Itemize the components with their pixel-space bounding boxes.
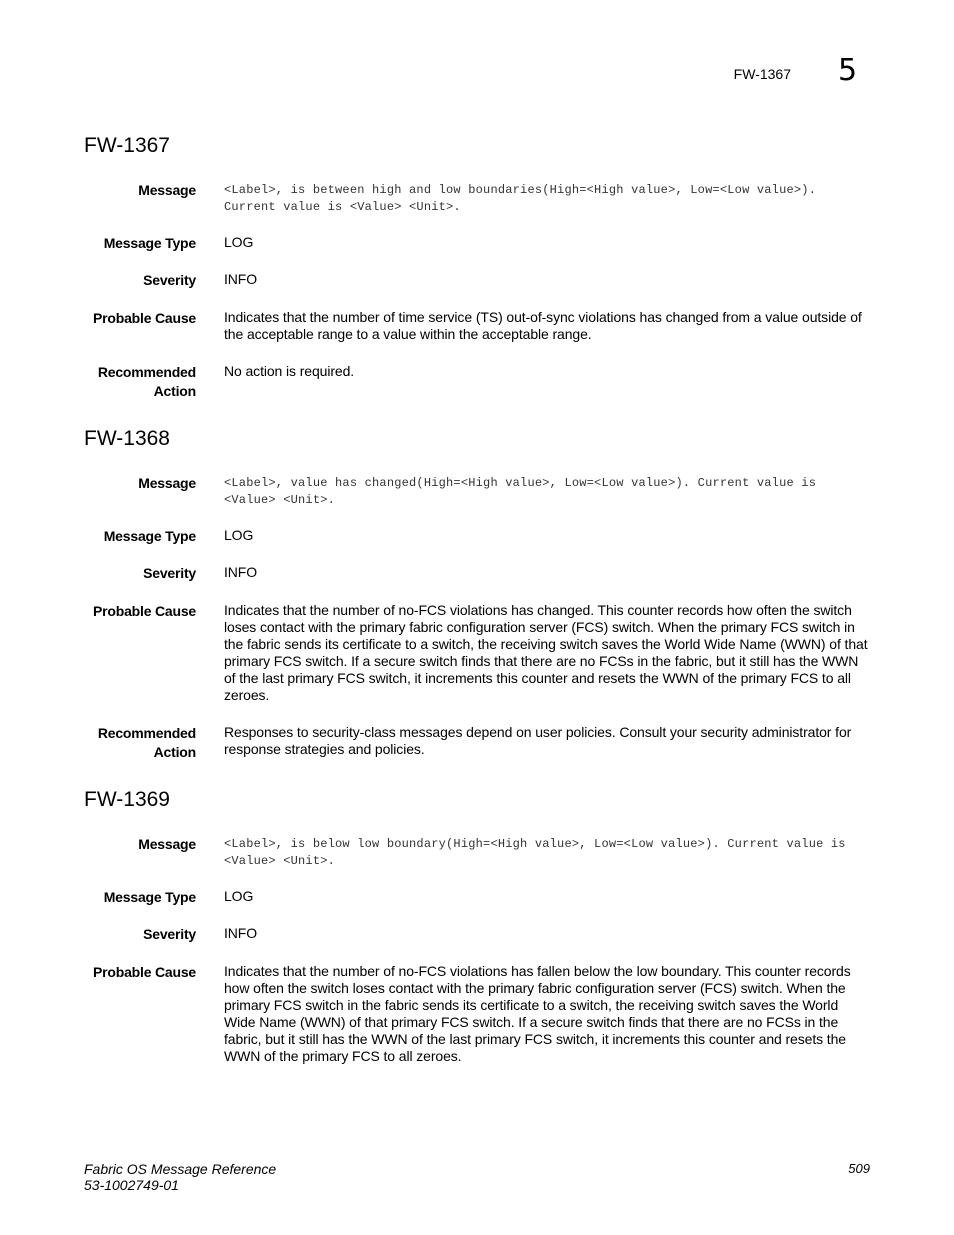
severity-label: Severity — [143, 565, 196, 581]
recommended-action-label — [56, 724, 196, 762]
message-type-value: LOG — [224, 888, 254, 904]
severity-value: INFO — [224, 925, 258, 941]
footer-page-number: 509 — [848, 1161, 870, 1176]
message-label: Message — [138, 182, 196, 198]
severity-label: Severity — [143, 272, 196, 288]
probable-cause-value: Indicates that the number of no-FCS violations has fallen below the low boundary. This counter records how often the switch loses contact with the primary fabric configuration server (FCS) switch. When the primary FCS switch in the fabric sends its certificate to a switch, the receiving switch saves the World Wide Name (WWN) of that primary FCS switch. If a secure switch finds that there are no FCSs in the fabric, but it still has the WWN of the last primary FCS switch, it increments this counter and resets the WWN of the primary FCS to all zeroes. — [224, 963, 851, 1064]
message-type-label: Message Type — [103, 889, 196, 905]
severity-value: INFO — [224, 271, 258, 287]
message-value: <Label>, is below low boundary(High=<High value>, Low=<Low value>). Current value is <Value> <Unit>. — [224, 837, 846, 868]
probable-cause-value: Indicates that the number of no-FCS violations has changed. This counter records how often the switch loses contact with the primary fabric configuration server (FCS) switch. When the primary FCS switch in the fabric sends its certificate to a switch, the receiving switch saves the World Wide Name (WWN) of that primary FCS switch. If a secure switch finds that there are no FCSs in the fabric, but it still has the WWN of the last primary FCS switch, it increments this counter and resets the WWN of the primary FCS to all zeroes. — [224, 602, 868, 703]
section-title-fw-1369: FW-1369 — [84, 788, 170, 811]
probable-cause-label: Probable Cause — [92, 964, 196, 980]
recommended-action-label — [56, 363, 196, 401]
footer-document-title: Fabric OS Message Reference — [84, 1161, 277, 1177]
recommended-action-label-line2: Action — [153, 744, 196, 760]
probable-cause-value: Indicates that the number of time service (TS) out-of-sync violations has changed from a value outside of the acceptable range to a value within the acceptable range. — [224, 309, 862, 342]
footer-document-number: 53-1002749-01 — [84, 1177, 179, 1193]
message-label: Message — [138, 836, 196, 852]
recommended-action-label-line1: Recommended — [97, 725, 196, 741]
running-header-label: FW-1367 — [733, 66, 791, 82]
message-type-label: Message Type — [103, 528, 196, 544]
message-value: <Label>, is between high and low boundaries(High=<High value>, Low=<Low value>). Current value is <Value> <Unit>. — [224, 183, 817, 214]
message-type-value: LOG — [224, 527, 254, 543]
section-title-fw-1368: FW-1368 — [84, 427, 170, 450]
recommended-action-value: Responses to security-class messages depend on user policies. Consult your security administrator for response strategies and policies. — [224, 724, 852, 757]
severity-label: Severity — [143, 926, 196, 942]
recommended-action-value: No action is required. — [224, 363, 355, 379]
message-type-label: Message Type — [103, 235, 196, 251]
chapter-number: 5 — [838, 53, 858, 88]
message-label: Message — [138, 475, 196, 491]
section-title-fw-1367: FW-1367 — [84, 134, 170, 157]
recommended-action-label-line1: Recommended — [97, 364, 196, 380]
probable-cause-label: Probable Cause — [92, 310, 196, 326]
message-value: <Label>, value has changed(High=<High value>, Low=<Low value>). Current value is <Value> <Unit>. — [224, 476, 817, 507]
severity-value: INFO — [224, 564, 258, 580]
recommended-action-label-line2: Action — [153, 383, 196, 399]
probable-cause-label: Probable Cause — [92, 603, 196, 619]
message-type-value: LOG — [224, 234, 254, 250]
